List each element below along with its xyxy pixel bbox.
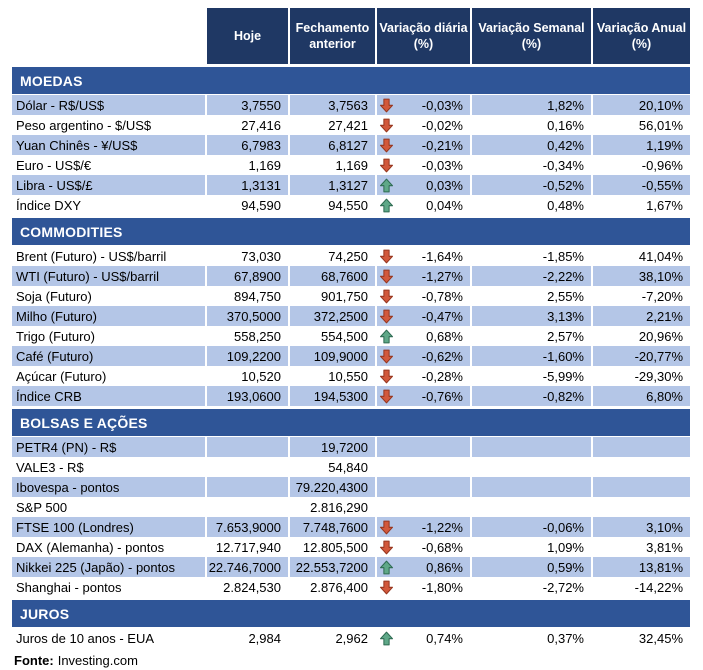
table-row — [12, 497, 690, 517]
row-label: S&P 500 — [12, 497, 207, 517]
column-header-fechamento-anterior: Fechamento anterior — [290, 8, 377, 64]
arrow-down-icon — [379, 309, 395, 324]
cell-variacao-diaria: 0,86% — [377, 557, 472, 577]
cell-variacao-diaria: -0,03% — [377, 95, 472, 115]
cell-variacao-diaria: -0,02% — [377, 115, 472, 135]
cell-variacao-semanal: -2,22% — [472, 266, 593, 286]
cell-hoje — [207, 477, 290, 497]
cell-hoje: 558,250 — [207, 326, 290, 346]
source-label: Fonte: — [14, 653, 54, 668]
row-label: Yuan Chinês - ¥/US$ — [12, 135, 207, 155]
arrow-down-icon — [379, 98, 395, 113]
table-section — [12, 409, 690, 597]
section-title: COMMODITIES — [20, 223, 123, 240]
cell-fechamento-anterior: 2.876,400 — [290, 577, 377, 597]
cell-hoje: 1,169 — [207, 155, 290, 175]
cell-variacao-diaria: -1,64% — [377, 246, 472, 266]
cell-fechamento-anterior: 27,421 — [290, 115, 377, 135]
cell-variacao-semanal: 0,59% — [472, 557, 593, 577]
cell-variacao-anual — [593, 477, 690, 497]
table-row — [12, 266, 690, 286]
cell-variacao-diaria: -1,22% — [377, 517, 472, 537]
cell-variacao-anual: 6,80% — [593, 386, 690, 406]
source-note — [12, 653, 690, 668]
cell-fechamento-anterior: 19,7200 — [290, 437, 377, 457]
section-title: MOEDAS — [20, 72, 83, 89]
cell-fechamento-anterior: 109,9000 — [290, 346, 377, 366]
table-body — [12, 67, 690, 648]
arrow-down-icon — [379, 289, 395, 304]
cell-variacao-anual: 41,04% — [593, 246, 690, 266]
cell-variacao-anual — [593, 457, 690, 477]
cell-variacao-anual: -7,20% — [593, 286, 690, 306]
row-label: Soja (Futuro) — [12, 286, 207, 306]
cell-variacao-anual: -0,96% — [593, 155, 690, 175]
cell-fechamento-anterior: 74,250 — [290, 246, 377, 266]
arrow-down-icon — [379, 520, 395, 535]
cell-variacao-semanal — [472, 457, 593, 477]
cell-variacao-semanal — [472, 477, 593, 497]
column-header-variacao-semanal: Variação Semanal (%) — [472, 8, 593, 64]
table-row — [12, 628, 690, 648]
cell-variacao-semanal — [472, 437, 593, 457]
cell-hoje: 22.746,7000 — [207, 557, 290, 577]
cell-variacao-diaria: -1,80% — [377, 577, 472, 597]
cell-variacao-anual: 56,01% — [593, 115, 690, 135]
table-row — [12, 306, 690, 326]
row-label: FTSE 100 (Londres) — [12, 517, 207, 537]
cell-fechamento-anterior: 2,962 — [290, 628, 377, 648]
arrow-down-icon — [379, 580, 395, 595]
cell-variacao-anual: -29,30% — [593, 366, 690, 386]
cell-fechamento-anterior: 901,750 — [290, 286, 377, 306]
cell-variacao-diaria: 0,03% — [377, 175, 472, 195]
arrow-down-icon — [379, 269, 395, 284]
table-row — [12, 557, 690, 577]
cell-variacao-anual: 13,81% — [593, 557, 690, 577]
table-row — [12, 135, 690, 155]
cell-variacao-anual: -0,55% — [593, 175, 690, 195]
cell-variacao-diaria — [377, 437, 472, 457]
cell-fechamento-anterior: 22.553,7200 — [290, 557, 377, 577]
section-header — [12, 600, 690, 627]
cell-variacao-anual: 2,21% — [593, 306, 690, 326]
arrow-up-icon — [379, 631, 395, 646]
arrow-down-icon — [379, 389, 395, 404]
table-row — [12, 326, 690, 346]
cell-variacao-anual — [593, 497, 690, 517]
section-header — [12, 409, 690, 436]
cell-variacao-semanal: -0,06% — [472, 517, 593, 537]
cell-hoje: 1,3131 — [207, 175, 290, 195]
cell-hoje — [207, 437, 290, 457]
cell-fechamento-anterior: 68,7600 — [290, 266, 377, 286]
cell-hoje: 6,7983 — [207, 135, 290, 155]
cell-fechamento-anterior: 372,2500 — [290, 306, 377, 326]
cell-hoje — [207, 457, 290, 477]
row-label: Nikkei 225 (Japão) - pontos — [12, 557, 207, 577]
cell-variacao-anual: 3,81% — [593, 537, 690, 557]
row-label: Dólar - R$/US$ — [12, 95, 207, 115]
section-rows — [12, 95, 690, 215]
cell-variacao-semanal: 1,82% — [472, 95, 593, 115]
table-row — [12, 437, 690, 457]
column-header-variacao-diaria: Variação diária (%) — [377, 8, 472, 64]
cell-hoje: 894,750 — [207, 286, 290, 306]
row-label: Trigo (Futuro) — [12, 326, 207, 346]
row-label: Ibovespa - pontos — [12, 477, 207, 497]
cell-variacao-diaria: -0,68% — [377, 537, 472, 557]
cell-fechamento-anterior: 194,5300 — [290, 386, 377, 406]
section-title: JUROS — [20, 605, 70, 622]
row-label: DAX (Alemanha) - pontos — [12, 537, 207, 557]
row-label: VALE3 - R$ — [12, 457, 207, 477]
section-title: BOLSAS E AÇÕES — [20, 414, 148, 431]
cell-variacao-diaria: -0,21% — [377, 135, 472, 155]
cell-variacao-diaria: -0,03% — [377, 155, 472, 175]
cell-variacao-semanal: -2,72% — [472, 577, 593, 597]
cell-variacao-anual: -20,77% — [593, 346, 690, 366]
arrow-down-icon — [379, 118, 395, 133]
cell-variacao-semanal: 0,48% — [472, 195, 593, 215]
cell-variacao-diaria — [377, 477, 472, 497]
table-row — [12, 175, 690, 195]
cell-fechamento-anterior: 94,550 — [290, 195, 377, 215]
cell-variacao-semanal: -0,52% — [472, 175, 593, 195]
cell-variacao-semanal: 1,09% — [472, 537, 593, 557]
cell-variacao-semanal: 2,57% — [472, 326, 593, 346]
cell-variacao-semanal: -1,60% — [472, 346, 593, 366]
cell-fechamento-anterior: 79.220,4300 — [290, 477, 377, 497]
row-label: Brent (Futuro) - US$/barril — [12, 246, 207, 266]
cell-variacao-semanal: 3,13% — [472, 306, 593, 326]
cell-hoje: 10,520 — [207, 366, 290, 386]
cell-variacao-anual: 20,96% — [593, 326, 690, 346]
header-spacer — [12, 8, 207, 64]
table-row — [12, 195, 690, 215]
table-row — [12, 517, 690, 537]
cell-variacao-semanal: -0,82% — [472, 386, 593, 406]
cell-hoje: 3,7550 — [207, 95, 290, 115]
cell-fechamento-anterior: 554,500 — [290, 326, 377, 346]
cell-hoje: 73,030 — [207, 246, 290, 266]
cell-hoje: 370,5000 — [207, 306, 290, 326]
cell-variacao-semanal: -1,85% — [472, 246, 593, 266]
cell-variacao-anual: 38,10% — [593, 266, 690, 286]
cell-hoje: 109,2200 — [207, 346, 290, 366]
financial-quotes-table — [12, 8, 690, 668]
section-rows — [12, 437, 690, 597]
cell-hoje: 94,590 — [207, 195, 290, 215]
cell-variacao-diaria: -0,47% — [377, 306, 472, 326]
table-row — [12, 246, 690, 266]
cell-hoje — [207, 497, 290, 517]
arrow-up-icon — [379, 178, 395, 193]
section-rows — [12, 246, 690, 406]
table-row — [12, 457, 690, 477]
table-row — [12, 95, 690, 115]
source-value: Investing.com — [57, 653, 138, 668]
cell-variacao-diaria: 0,68% — [377, 326, 472, 346]
arrow-down-icon — [379, 138, 395, 153]
row-label: Peso argentino - $/US$ — [12, 115, 207, 135]
row-label: Café (Futuro) — [12, 346, 207, 366]
cell-variacao-semanal — [472, 497, 593, 517]
table-row — [12, 477, 690, 497]
row-label: Libra - US$/£ — [12, 175, 207, 195]
section-header — [12, 67, 690, 94]
cell-hoje: 2.824,530 — [207, 577, 290, 597]
arrow-down-icon — [379, 369, 395, 384]
cell-variacao-diaria: -1,27% — [377, 266, 472, 286]
cell-variacao-diaria — [377, 457, 472, 477]
cell-hoje: 27,416 — [207, 115, 290, 135]
arrow-down-icon — [379, 158, 395, 173]
table-row — [12, 286, 690, 306]
table-row — [12, 386, 690, 406]
table-row — [12, 366, 690, 386]
section-header — [12, 218, 690, 245]
cell-fechamento-anterior: 1,169 — [290, 155, 377, 175]
cell-variacao-diaria — [377, 497, 472, 517]
column-header-variacao-anual: Variação Anual (%) — [593, 8, 690, 64]
column-header-hoje: Hoje — [207, 8, 290, 64]
cell-variacao-diaria: -0,76% — [377, 386, 472, 406]
cell-hoje: 193,0600 — [207, 386, 290, 406]
cell-variacao-anual — [593, 437, 690, 457]
table-section — [12, 67, 690, 215]
cell-hoje: 2,984 — [207, 628, 290, 648]
cell-hoje: 67,8900 — [207, 266, 290, 286]
cell-variacao-anual: 1,67% — [593, 195, 690, 215]
arrow-down-icon — [379, 249, 395, 264]
table-row — [12, 577, 690, 597]
table-row — [12, 537, 690, 557]
arrow-down-icon — [379, 540, 395, 555]
cell-variacao-anual: 3,10% — [593, 517, 690, 537]
table-section — [12, 218, 690, 406]
row-label: Juros de 10 anos - EUA — [12, 628, 207, 648]
cell-fechamento-anterior: 12.805,500 — [290, 537, 377, 557]
table-section — [12, 600, 690, 648]
row-label: Shanghai - pontos — [12, 577, 207, 597]
cell-variacao-diaria: -0,62% — [377, 346, 472, 366]
cell-variacao-semanal: -0,34% — [472, 155, 593, 175]
arrow-up-icon — [379, 560, 395, 575]
cell-fechamento-anterior: 3,7563 — [290, 95, 377, 115]
table-row — [12, 346, 690, 366]
cell-fechamento-anterior: 2.816,290 — [290, 497, 377, 517]
row-label: PETR4 (PN) - R$ — [12, 437, 207, 457]
cell-variacao-anual: -14,22% — [593, 577, 690, 597]
cell-fechamento-anterior: 7.748,7600 — [290, 517, 377, 537]
cell-fechamento-anterior: 1,3127 — [290, 175, 377, 195]
cell-fechamento-anterior: 54,840 — [290, 457, 377, 477]
table-header — [12, 8, 690, 64]
row-label: Milho (Futuro) — [12, 306, 207, 326]
cell-variacao-semanal: 0,16% — [472, 115, 593, 135]
cell-variacao-semanal: 0,42% — [472, 135, 593, 155]
row-label: Índice DXY — [12, 195, 207, 215]
cell-variacao-diaria: 0,04% — [377, 195, 472, 215]
table-row — [12, 115, 690, 135]
cell-variacao-diaria: 0,74% — [377, 628, 472, 648]
cell-variacao-semanal: 0,37% — [472, 628, 593, 648]
row-label: Euro - US$/€ — [12, 155, 207, 175]
row-label: Índice CRB — [12, 386, 207, 406]
cell-variacao-anual: 1,19% — [593, 135, 690, 155]
cell-variacao-semanal: 2,55% — [472, 286, 593, 306]
cell-hoje: 12.717,940 — [207, 537, 290, 557]
table-row — [12, 155, 690, 175]
cell-variacao-diaria: -0,78% — [377, 286, 472, 306]
arrow-up-icon — [379, 329, 395, 344]
arrow-down-icon — [379, 349, 395, 364]
cell-variacao-anual: 32,45% — [593, 628, 690, 648]
cell-fechamento-anterior: 6,8127 — [290, 135, 377, 155]
row-label: Açúcar (Futuro) — [12, 366, 207, 386]
cell-hoje: 7.653,9000 — [207, 517, 290, 537]
row-label: WTI (Futuro) - US$/barril — [12, 266, 207, 286]
arrow-up-icon — [379, 198, 395, 213]
cell-fechamento-anterior: 10,550 — [290, 366, 377, 386]
cell-variacao-semanal: -5,99% — [472, 366, 593, 386]
cell-variacao-anual: 20,10% — [593, 95, 690, 115]
cell-variacao-diaria: -0,28% — [377, 366, 472, 386]
section-rows — [12, 628, 690, 648]
